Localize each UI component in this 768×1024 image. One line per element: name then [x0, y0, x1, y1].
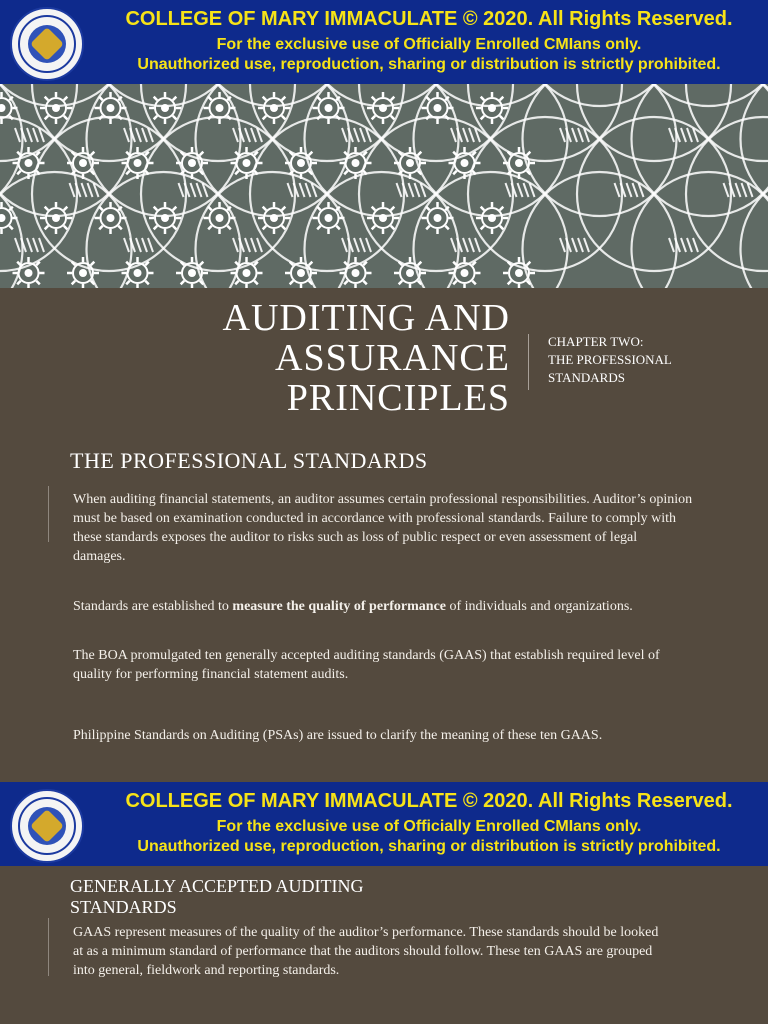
course-title-line-2: ASSURANCE [275, 337, 510, 379]
section-heading-gaas-line-2: STANDARDS [70, 897, 177, 917]
section-left-rule [48, 486, 49, 542]
emphasis-measure-quality: measure the quality of performance [232, 599, 446, 614]
chapter-line-1: CHAPTER TWO: [548, 334, 644, 349]
copyright-banner-top [0, 0, 768, 84]
chapter-subtitle [548, 333, 672, 387]
paragraph-standards-purpose-tail: of individuals and organizations. [446, 599, 633, 614]
chapter-line-3: STANDARDS [548, 370, 625, 385]
course-title-line-3: PRINCIPLES [286, 377, 510, 419]
paragraph-standards-purpose-lead: Standards are established to [73, 599, 233, 614]
college-seal-logo-icon [10, 7, 84, 81]
banner-copyright-line: COLLEGE OF MARY IMMACULATE © 2020. All Rights Reserved. [125, 790, 733, 812]
paragraph-boa-gaas: The BOA promulgated ten generally accepted auditing standards (GAAS) that establish required level of quality for performing financial statement audits. [73, 648, 660, 682]
course-title-line-1: AUDITING AND [222, 297, 510, 339]
title-divider [528, 334, 529, 390]
section-heading-gaas-line-1: GENERALLY ACCEPTED AUDITING [70, 876, 364, 896]
banner-prohibited-line: Unauthorized use, reproduction, sharing or distribution is strictly prohibited. [137, 56, 721, 73]
section-left-rule [48, 918, 49, 976]
paragraph-gaas-definition: GAAS represent measures of the quality of the auditor’s performance. These standards should be looked at as a minimum standard of performance that the auditors should follow. These ten GAAS are grouped into general, fieldwork and reporting standards. [73, 925, 659, 978]
paragraph-auditor-responsibilities: When auditing financial statements, an auditor assumes certain professional responsibilities. Auditor’s opinion must be based on examination conducted in accordance with professional standards. Failure to comply with these standards exposes the auditor to risks such as loss of public respect or even assessment of legal damages. [73, 492, 693, 564]
banner-prohibited-line: Unauthorized use, reproduction, sharing or distribution is strictly prohibited. [137, 838, 721, 855]
paragraph-standards-purpose [73, 597, 693, 616]
decorative-floral-pattern [0, 84, 768, 288]
copyright-banner-bottom [0, 782, 768, 866]
course-title [150, 298, 510, 418]
banner-copyright-line: COLLEGE OF MARY IMMACULATE © 2020. All Rights Reserved. [125, 8, 733, 30]
paragraph-psas: Philippine Standards on Auditing (PSAs) are issued to clarify the meaning of these ten GAAS. [73, 728, 603, 743]
section-heading-gaas [70, 876, 364, 918]
college-seal-logo-icon [10, 789, 84, 863]
chapter-line-2: THE PROFESSIONAL [548, 352, 672, 367]
banner-exclusive-line: For the exclusive use of Officially Enrolled CMIans only. [216, 36, 642, 53]
banner-exclusive-line: For the exclusive use of Officially Enrolled CMIans only. [216, 818, 642, 835]
section-heading-professional-standards: THE PROFESSIONAL STANDARDS [70, 448, 428, 473]
